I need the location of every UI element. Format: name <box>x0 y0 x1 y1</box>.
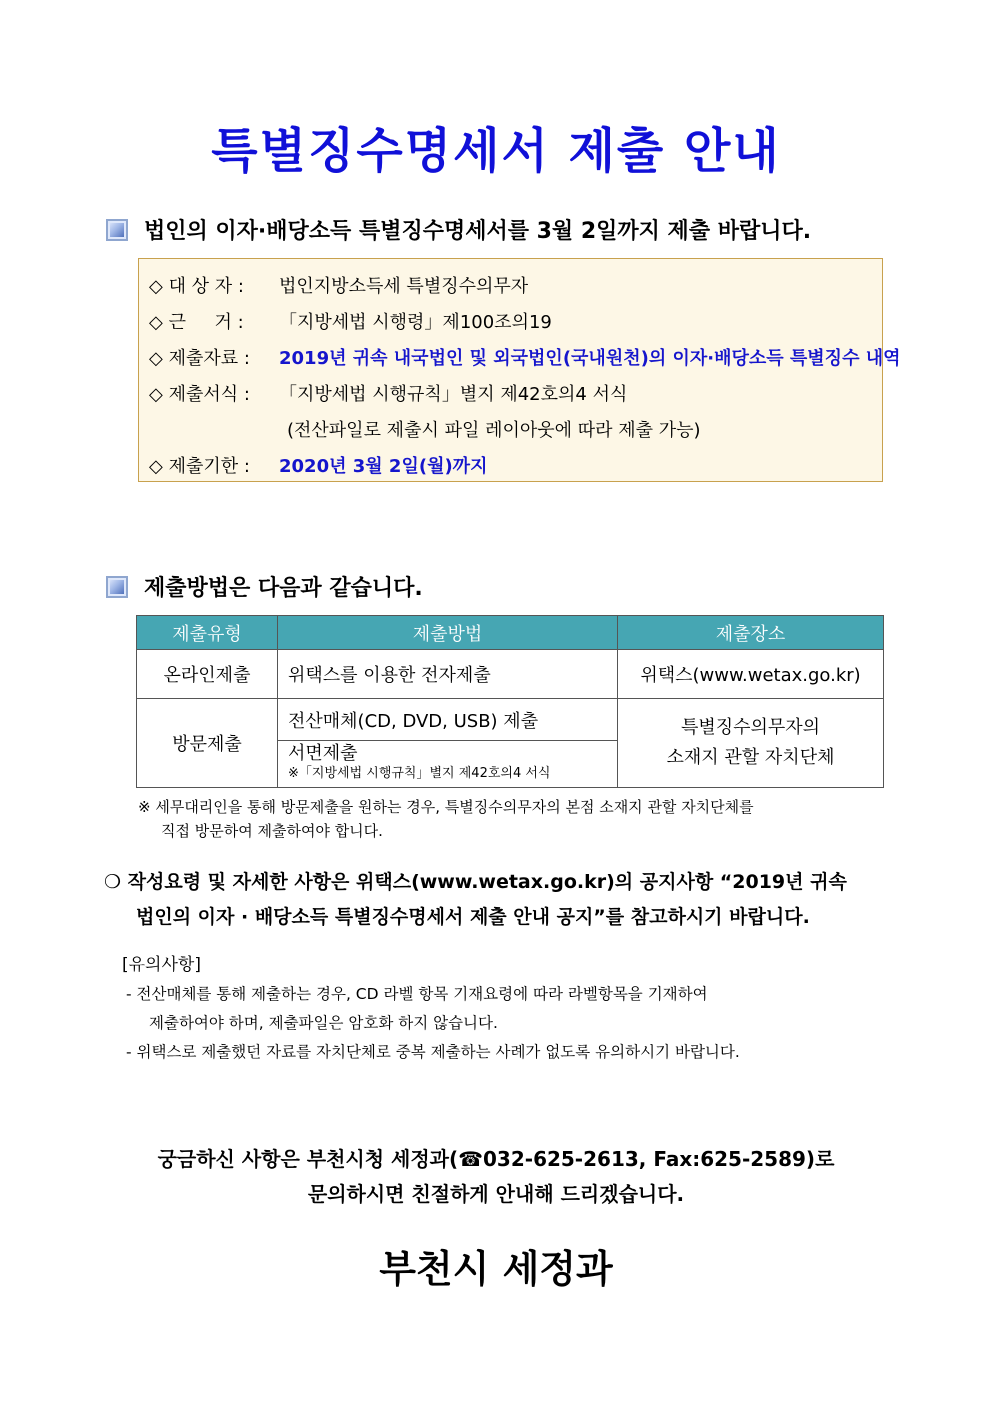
page-title: 특별징수명세서 제출 안내 <box>211 123 781 179</box>
reference-line: ❍ 작성요령 및 자세한 사항은 위택스(www.wetax.go.kr)의 공지사항 “2019년 귀속 <box>104 871 847 893</box>
info-label: ◇ 제출기한 : <box>149 456 250 477</box>
blue-square-bullet-icon <box>106 219 128 241</box>
caution-item: 제출하여야 하며, 제출파일은 암호화 하지 않습니다. <box>149 1014 498 1032</box>
info-value: 「지방세법 시행령」제100조의19 <box>279 312 552 333</box>
contact-line: 궁금하신 사항은 부천시청 세정과(☎032-625-2613, Fax:625-2589)로 <box>157 1147 835 1171</box>
table-header: 제출방법 <box>278 616 618 650</box>
info-value: 「지방세법 시행규칙」별지 제42호의4 서식 <box>279 384 628 405</box>
table-cell-place: 위택스(www.wetax.go.kr) <box>618 650 884 699</box>
reference-line: 법인의 이자 · 배당소득 특별징수명세서 제출 안내 공지”를 참고하시기 바랍니다. <box>136 906 810 928</box>
info-value: 법인지방소득세 특별징수의무자 <box>279 276 529 297</box>
table-cell-place <box>618 699 884 788</box>
info-label: ◇ 제출자료 : <box>149 348 250 369</box>
reference-paragraph <box>104 865 847 935</box>
place-line: 소재지 관할 자치단체 <box>666 747 835 768</box>
caution-heading: [유의사항] <box>122 955 201 975</box>
table-header-row <box>137 616 884 650</box>
table-cell-type: 방문제출 <box>137 699 278 788</box>
info-value: (전산파일로 제출시 파일 레이아웃에 따라 제출 가능) <box>287 420 701 441</box>
section1-heading: 법인의 이자·배당소득 특별징수명세서를 3월 2일까지 제출 바랍니다. <box>144 219 812 244</box>
caution-item: - 위택스로 제출했던 자료를 자치단체로 중복 제출하는 사례가 없도록 유의하시기 바랍니다. <box>126 1043 740 1061</box>
table-row <box>137 650 884 699</box>
place-line: 특별징수의무자의 <box>680 717 821 738</box>
section2-heading-row <box>106 571 423 602</box>
footer-department: 부천시 세정과 <box>379 1247 613 1291</box>
info-row-material <box>149 339 901 375</box>
submission-table <box>136 615 884 788</box>
table-footnote <box>138 795 754 843</box>
info-value: 2019년 귀속 내국법인 및 외국법인(국내원천)의 이자·배당소득 특별징수 내역 <box>279 348 901 369</box>
info-row-form <box>149 375 872 411</box>
section1-heading-row <box>106 214 811 245</box>
section2-heading: 제출방법은 다음과 같습니다. <box>144 576 423 601</box>
caution-block <box>122 951 740 1067</box>
info-row-form-note <box>149 411 872 447</box>
info-row-basis <box>149 303 872 339</box>
contact-block <box>0 1142 992 1212</box>
method-text: 서면제출 <box>288 743 358 764</box>
info-box <box>138 258 901 482</box>
info-label: ◇ 근 거 : <box>149 312 244 333</box>
contact-line: 문의하시면 친절하게 안내해 드리겠습니다. <box>307 1182 685 1206</box>
info-label: ◇ 제출서식 : <box>149 384 250 405</box>
note-line: ※ 세무대리인을 통해 방문제출을 원하는 경우, 특별징수의무자의 본점 소재지 관할 자치단체를 <box>138 798 754 816</box>
table-cell-method: 전산매체(CD, DVD, USB) 제출 <box>278 699 618 741</box>
caution-item: - 전산매체를 통해 제출하는 경우, CD 라벨 항목 기재요령에 따라 라벨항목을 기재하여 <box>126 985 708 1003</box>
table-cell-method: 위택스를 이용한 전자제출 <box>278 650 618 699</box>
table-cell-type: 온라인제출 <box>137 650 278 699</box>
info-row-deadline <box>149 447 872 483</box>
blue-square-bullet-icon <box>106 576 128 598</box>
info-row-target <box>149 267 872 303</box>
table-row <box>137 699 884 741</box>
method-note: ※「지방세법 시행규칙」별지 제42호의4 서식 <box>288 766 551 781</box>
table-cell-method <box>278 741 618 788</box>
table-header: 제출유형 <box>137 616 278 650</box>
info-label: ◇ 대 상 자 : <box>149 276 244 297</box>
table-header: 제출장소 <box>618 616 884 650</box>
note-line: 직접 방문하여 제출하여야 합니다. <box>161 822 383 840</box>
info-value: 2020년 3월 2일(월)까지 <box>279 456 488 477</box>
